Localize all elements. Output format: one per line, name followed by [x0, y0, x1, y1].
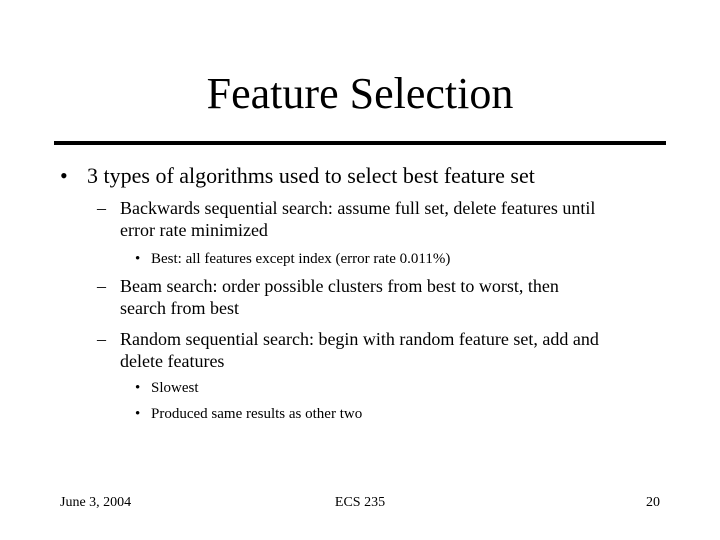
subbullet-line: delete features — [120, 351, 225, 371]
slide-title: Feature Selection — [206, 69, 514, 118]
subsubbullet-text: Produced same results as other two — [151, 406, 363, 422]
footer-course: ECS 235 — [334, 495, 386, 510]
bullet-text: 3 types of algorithms used to select best feature set — [87, 163, 535, 188]
dash-marker: – — [97, 329, 106, 349]
bullet-marker: • — [135, 406, 141, 422]
dash-marker: – — [97, 198, 106, 218]
footer-date: June 3, 2004 — [60, 495, 132, 510]
subbullet-line: Backwards sequential search: assume full set, delete features until — [120, 198, 596, 218]
subsubbullet-text: Slowest — [151, 380, 199, 396]
subbullet-text — [120, 328, 665, 372]
dash-marker: – — [97, 276, 106, 296]
subbullet-line: error rate minimized — [120, 220, 268, 240]
bullet-marker: • — [135, 251, 141, 267]
subbullet-line: Random sequential search: begin with random feature set, add and — [120, 329, 599, 349]
subbullet-text — [120, 275, 665, 319]
subbullet-line: Beam search: order possible clusters from best to worst, then — [120, 276, 559, 296]
footer-page-number: 20 — [646, 495, 660, 510]
bullet-marker: • — [60, 163, 68, 188]
bullet-marker: • — [135, 380, 141, 396]
subsubbullet-text: Best: all features except index (error rate 0.011%) — [151, 251, 451, 267]
subbullet-line: search from best — [120, 298, 239, 318]
subbullet-text — [120, 197, 665, 241]
